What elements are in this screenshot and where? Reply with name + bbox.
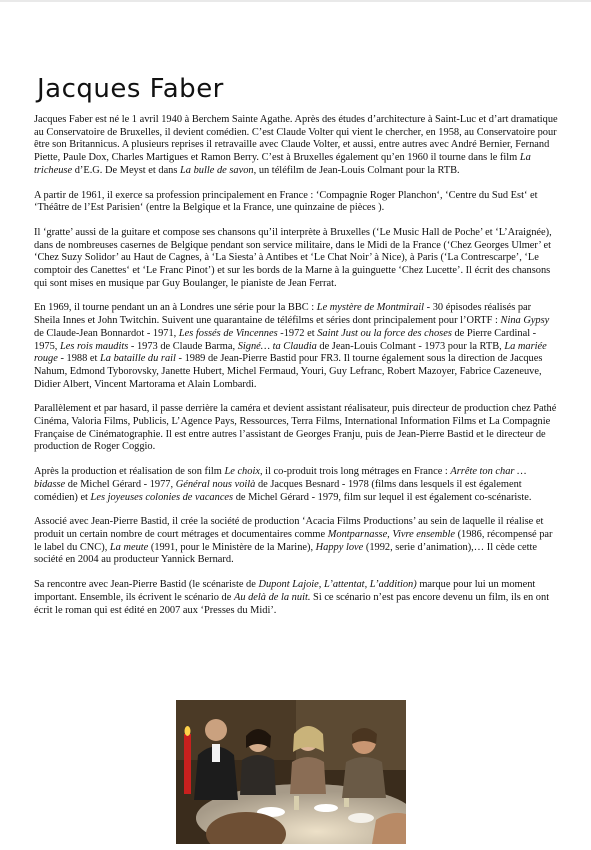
paragraph-text: A partir de 1961, il exerce sa profession principalement en France : ‘Compagnie Roger Planchon‘, ‘Centre du Sud Est‘ et ‘Théâtre de l’Est Parisien‘ (entre la Belgique et la France, une quinzaine de pièces ). xyxy=(34,189,538,214)
work-title: La bulle de savon xyxy=(180,164,254,176)
work-title: Arrête ton char … bidasse xyxy=(34,466,527,490)
paragraph-text: d’E.G. De Meyst et dans xyxy=(72,164,181,176)
paragraph-text: de Jean-Louis Colmant - 1973 pour la RTB, xyxy=(316,340,505,352)
paragraph xyxy=(34,227,558,291)
paragraph-text: En 1969, il tourne pendant un an à Londres une série pour la BBC : xyxy=(34,302,317,314)
work-title: La mariée rouge xyxy=(34,340,547,365)
paragraph-text: de Claude-Jean Bonnardot - 1971, xyxy=(34,327,179,339)
film-still-photo xyxy=(176,700,406,844)
paragraph-text: - 1989 de Jean-Pierre Bastid pour FR3. Il tourne également sous la direction de Jacques Nahum, Edmond Tyborovsky, Janette Hubert, Michel Fermaud, Youri, Guy Lefranc, Robert Mazoyer, Fabrice Cazeneuve, Didier Albert, Vincent Martorama et Alain Lombardi. xyxy=(34,353,543,390)
work-title: Les rois maudits xyxy=(59,340,129,352)
paragraph-text: de Michel Gérard - 1979, film sur lequel il est également co-scénariste. xyxy=(233,491,532,503)
paragraph-text: de Pierre Cardinal - 1975, xyxy=(34,327,537,352)
photo-illustration xyxy=(176,700,406,844)
paragraph xyxy=(34,403,558,454)
paragraph-text: marque pour lui un moment important. Ensemble, ils écrivent le scénario de xyxy=(34,579,536,603)
paragraph-text: (1992, serie d’animation),… Il cède cette société en 2004 au producteur Yannick Bernard. xyxy=(34,541,537,566)
work-title: Nina Gypsy xyxy=(500,315,550,327)
work-title: La meute xyxy=(109,541,149,553)
work-title: Le mystère de Montmirail xyxy=(316,302,425,314)
paragraph-text: Après la production et réalisation de son film xyxy=(34,466,225,478)
work-title: Les joyeuses colonies de vacances xyxy=(90,491,234,503)
paragraph xyxy=(34,114,558,178)
work-title: La tricheuse xyxy=(34,152,531,176)
paragraph-text: - 1973 de Claude Barma, xyxy=(128,340,238,352)
paragraph-text: Parallèlement et par hasard, il passe derrière la caméra et devient assistant réalisateur, puis directeur de production chez Pathé Cinéma, Valoria Films, Publicis, L’Agence Pays, Ressources, Terra Films, International Information Films et La Compagnie Française de Cinématographie. Il est entre autres l’assistant de Georges Franju, puis de Jean-Pierre Bastid et le directeur de production de Roger Coggio. xyxy=(34,403,557,453)
paragraph-text: Sa rencontre avec Jean-Pierre Bastid (le scénariste de xyxy=(34,579,259,591)
paragraph-text: (1991, pour le Ministère de la Marine), xyxy=(148,541,316,553)
paragraph-text: de Michel Gérard - 1977, xyxy=(65,478,176,490)
biography-text xyxy=(34,114,558,629)
work-title: Montparnasse, Vivre ensemble xyxy=(327,528,455,540)
paragraph-text: , un téléfilm de Jean-Louis Colmant pour la RTB. xyxy=(253,164,460,176)
top-rule xyxy=(0,0,591,2)
paragraph xyxy=(34,466,558,504)
work-title: Le choix xyxy=(224,466,260,478)
work-title: Les fossés de Vincennes xyxy=(178,327,278,339)
paragraph-text: (1986, récompensé par le label du CNC), xyxy=(34,528,553,553)
work-title: Au delà de la nuit. xyxy=(233,591,311,603)
paragraph-text: Il ‘gratte’ aussi de la guitare et compose ses chansons qu’il interprète à Bruxelles (‘Le Music Hall de Poche’ et ‘L’Araignée), dans de nombreuses casernes de Belgique pendant son service militaire, dans le Midi de la France (‘Chez Georges Ulmer’ et ‘Chez Suzy Solidor’ au Haut de Cagnes, à ‘La Siesta’ à Antibes et ‘Le Chat Noir’ à Nice), à Paris (‘La Contrescarpe’, ‘Le comptoir des Canettes‘ et ‘Le Franc Pinot’) et sur les bords de la Marne à la guinguette ‘Chez Lucette’. Il écrit des chansons qui sont mises en musique par Guy Boulanger, le pianiste de Jean Ferrat. xyxy=(34,226,552,289)
work-title: Dupont Lajoie, L’attentat, L’addition) xyxy=(258,579,417,591)
paragraph-text: , il co-produit trois long métrages en France : xyxy=(259,466,451,478)
work-title: Saint Just ou la force des choses xyxy=(317,327,452,339)
paragraph-text: - 30 épisodes réalisés par Sheila Innes et John Twitchin. Suivent une quarantaine de téléfilms et séries dont principalement pour l’ORTF : xyxy=(34,302,532,327)
paragraph-text: Si ce scénario n’est pas encore devenu un film, ils en ont écrit le roman qui est édité en 2007 aux ‘Presses du Midi’. xyxy=(34,591,550,616)
paragraph-text: Associé avec Jean-Pierre Bastid, il crée la société de production ‘Acacia Films Productions’ au sein de laquelle il réalise et produit un certain nombre de court métrages et documentaires comme xyxy=(34,516,544,540)
paragraph-text: -1972 et xyxy=(277,327,318,339)
work-title: Général nous voilà xyxy=(175,478,256,490)
work-title: La bataille du rail xyxy=(100,353,176,365)
page-title: Jacques Faber xyxy=(37,74,224,104)
paragraph xyxy=(34,516,558,567)
work-title: Signé… ta Claudia xyxy=(237,340,317,352)
paragraph xyxy=(34,302,558,391)
work-title: Happy love xyxy=(315,541,364,553)
paragraph-text: Jacques Faber est né le 1 avril 1940 à Berchem Sainte Agathe. Après des études d’architecture à Saint-Luc et d’art dramatique au Conservatoire de Bruxelles, il devient comédien. C’est Claude Volter qui vient le chercher, en 1958, au Conservatoire pour être son Britannicus. A plusieurs reprises il retravaille avec Claude Volter, et aussi, entre autres avec André Bernier, Fernand Piette, Paule Dox, Charles Martigues et Ramon Berry. C’est à Bruxelles également qu’en 1960 il tourne dans le film xyxy=(34,114,558,164)
paragraph xyxy=(34,190,558,215)
paragraph-text: - 1988 et xyxy=(57,353,100,365)
paragraph-text: de Jacques Besnard - 1978 (films dans lesquels il est également comédien) et xyxy=(34,478,522,503)
paragraph xyxy=(34,579,558,617)
